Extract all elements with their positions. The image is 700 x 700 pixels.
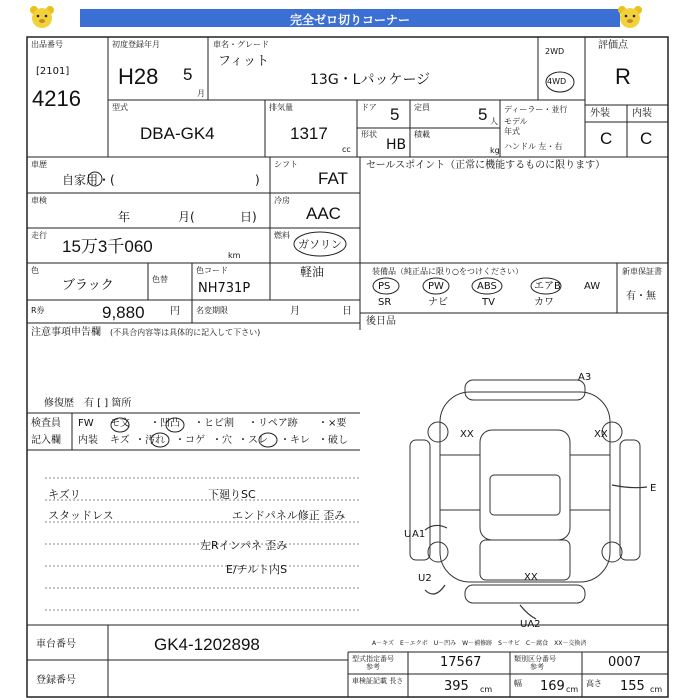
- equip-tv: TV: [482, 297, 495, 308]
- equip-pw: PW: [428, 281, 444, 292]
- mark-e: E: [650, 483, 657, 494]
- dealer-model-label: モデル: [504, 117, 528, 126]
- equip-abs: ABS: [477, 281, 497, 292]
- height-label: 高さ: [586, 679, 602, 688]
- shift-value: FAT: [318, 169, 348, 188]
- mark-u2: U2: [418, 573, 432, 584]
- car-label: 車名・グレード: [213, 40, 269, 49]
- mark-xx-rear: XX: [524, 572, 538, 583]
- height-value: 155: [620, 679, 645, 694]
- inspect-r2-2: ・汚れ: [135, 435, 165, 446]
- inspect-r2-4: ・穴: [212, 435, 232, 446]
- displacement-label: 排気量: [269, 103, 293, 112]
- name-change-label: 名変期限: [196, 306, 228, 315]
- inspect-r1-5: ・×要: [318, 418, 347, 429]
- inspect-r1-3: ・ヒビ割: [194, 418, 234, 429]
- shaken-month: 月(: [178, 210, 195, 224]
- lot-number: 4216: [32, 86, 81, 111]
- load-unit: kg: [490, 146, 500, 155]
- history-value: 自家用・(: [62, 173, 115, 187]
- remark-right-4: E/チルト内S: [226, 563, 288, 576]
- capacity-unit: 人: [490, 117, 498, 126]
- banner-title: 完全ゼロ切りコーナー: [289, 13, 410, 27]
- width-unit: cm: [566, 685, 579, 694]
- type-ref: 参考: [366, 663, 380, 671]
- drive-2wd: 2WD: [545, 47, 565, 56]
- inspect-interior: 内装: [78, 435, 98, 446]
- equip-sr: SR: [378, 297, 392, 308]
- dealer-year-label: 年式: [504, 127, 520, 136]
- color-value: ブラック: [62, 278, 114, 293]
- handle-label: ハンドル 左・右: [504, 142, 563, 151]
- doors-label: ドア: [361, 103, 377, 112]
- length-label: 車検証記載 長さ: [352, 677, 404, 685]
- first-reg-unit: 月: [197, 89, 205, 98]
- body-value: HB: [386, 137, 407, 153]
- mileage-label: 走行: [31, 231, 47, 240]
- recycle-unit: 円: [170, 306, 180, 317]
- guarantee-value: 有・無: [626, 291, 656, 302]
- remark-right-1: 下廻りSC: [208, 488, 256, 501]
- length-value: 395: [444, 679, 469, 694]
- car-name: フィット: [218, 54, 269, 69]
- equip-navi: ナビ: [428, 297, 448, 308]
- mark-a1: A1: [412, 529, 426, 540]
- inspect-r2-7: ・破し: [318, 435, 348, 446]
- mark-ua2: UA2: [520, 619, 541, 630]
- frame-label: 車台番号: [36, 639, 76, 650]
- inspect-r2-3: ・コゲ: [175, 435, 205, 446]
- mark-u: U: [404, 529, 412, 540]
- remark-left-1: キズリ: [48, 488, 81, 501]
- remark-right-3: 左Rインパネ 歪み: [200, 539, 288, 552]
- equip-airbag: エアB: [534, 281, 561, 292]
- int-label: 内装: [632, 108, 652, 119]
- fuel-diesel: 軽油: [300, 265, 325, 279]
- notes-sub: (不具合内容等は具体的に記入して下さい): [110, 328, 261, 337]
- rating-label: 評価点: [598, 40, 628, 51]
- inspect-r2-5: ・スレ: [238, 435, 268, 446]
- width-label: 幅: [514, 679, 522, 688]
- inspect-r2-6: ・キレ: [280, 435, 310, 446]
- ext-label: 外装: [590, 108, 610, 119]
- repair-history: 修復歴 有 [ ] 箇所: [44, 398, 132, 409]
- length-unit: cm: [480, 685, 493, 694]
- damage-legend: A－キズ E－エクボ U－凹み W－補修跡 S－サビ C－腐食 XX－交換済: [372, 640, 587, 647]
- car-damage-diagram: [410, 380, 640, 603]
- color-code: NH731P: [198, 281, 251, 296]
- shaken-label: 車検: [31, 196, 47, 205]
- mark-xx-fr: XX: [594, 429, 608, 440]
- class-ref: 参考: [530, 663, 544, 671]
- load-label: 積載: [414, 130, 430, 139]
- fuel-gas: ガソリン: [298, 238, 342, 251]
- ext-grade: C: [600, 129, 613, 148]
- inspect-r1-2: ・凹凸: [150, 418, 180, 429]
- mileage-unit: km: [228, 251, 241, 260]
- color-code-label: 色コード: [196, 266, 228, 275]
- color-change-label: 色替: [152, 275, 168, 284]
- lot-code: [2101]: [36, 66, 70, 77]
- remark-left-2: スタッドレス: [48, 509, 114, 522]
- class-label: 類別区分番号: [514, 655, 556, 663]
- mileage-value: 15万3千060: [62, 237, 153, 256]
- recycle-label: R券: [31, 306, 45, 315]
- shaken-year: 年: [118, 210, 131, 224]
- name-change-month: 月: [290, 306, 300, 317]
- type-value: 17567: [440, 655, 482, 670]
- inspector-label1: 検査員: [31, 418, 61, 429]
- frame-value: GK4-1202898: [154, 635, 260, 654]
- equip-ps: PS: [378, 281, 391, 292]
- first-reg-month: 5: [183, 65, 193, 84]
- registration-label: 登録番号: [36, 675, 76, 686]
- displacement-unit: cc: [342, 145, 351, 154]
- displacement-value: 1317: [290, 124, 328, 143]
- lot-label: 出品番号: [31, 40, 63, 49]
- int-grade: C: [640, 129, 653, 148]
- capacity-value: 5: [478, 105, 488, 124]
- inspect-r2-1: キズ: [110, 435, 130, 446]
- equip-leather: カワ: [534, 297, 554, 308]
- dealer-label: ディーラー・並行: [504, 105, 568, 114]
- drive-4wd: 4WD: [547, 77, 567, 86]
- inspect-fw: FW: [78, 418, 94, 429]
- width-value: 169: [540, 679, 565, 694]
- rating-value: R: [615, 64, 631, 89]
- remark-right-2: エンドパネル修正 歪み: [232, 509, 346, 522]
- inspect-r1-4: ・リペア跡: [248, 418, 298, 429]
- class-value: 0007: [608, 655, 642, 670]
- recycle-value: 9,880: [102, 303, 145, 322]
- color-label: 色: [31, 266, 39, 275]
- name-change-day: 日: [342, 306, 352, 317]
- model-value: DBA-GK4: [140, 124, 215, 143]
- history-close: ): [255, 173, 260, 187]
- sales-label: セールスポイント（正常に機能するものに限ります）: [366, 160, 606, 171]
- capacity-label: 定員: [414, 103, 430, 112]
- body-label: 形状: [361, 130, 377, 139]
- mark-xx-fl: XX: [460, 429, 474, 440]
- doors-value: 5: [390, 105, 400, 124]
- ac-label: 冷房: [274, 196, 290, 205]
- type-label: 型式指定番号: [352, 655, 394, 663]
- height-unit: cm: [650, 685, 663, 694]
- equip-label: 装備品（純正品に限り○をつけください）: [372, 267, 523, 276]
- model-label: 型式: [112, 103, 128, 112]
- shift-label: シフト: [274, 160, 298, 169]
- fuel-label: 燃料: [274, 231, 290, 240]
- guarantee-label: 新車保証書: [622, 267, 662, 276]
- notes-label: 注意事項申告欄: [31, 327, 101, 338]
- inspect-r1-1: モ文: [110, 418, 130, 429]
- ac-value: AAC: [306, 204, 341, 223]
- history-label: 車歴: [31, 160, 47, 169]
- inspector-label2: 記入欄: [31, 435, 61, 446]
- car-grade: 13G・Lパッケージ: [310, 72, 431, 88]
- equip-aw: AW: [584, 281, 601, 292]
- first-reg-era: H28: [118, 64, 159, 89]
- first-reg-label: 初度登録年月: [112, 40, 160, 49]
- shaken-day: 日): [240, 210, 257, 224]
- mark-a3: A3: [578, 372, 592, 383]
- after-label: 後日品: [366, 316, 396, 327]
